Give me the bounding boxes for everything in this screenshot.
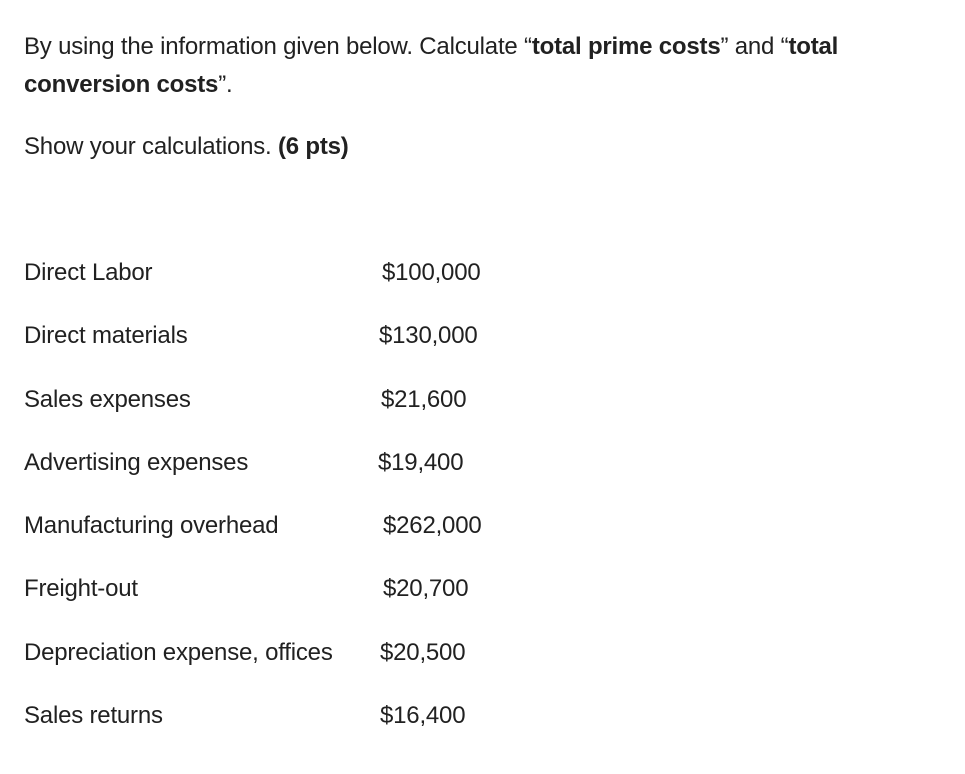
cost-row-depreciation-expense — [24, 621, 544, 684]
cost-row-freight-out — [24, 557, 544, 620]
conversion-costs-term: total conversion costs — [24, 33, 839, 98]
cost-label: Direct materials — [24, 322, 188, 350]
question-text — [24, 28, 924, 104]
cost-amount: $100,000 — [382, 259, 481, 286]
cost-amount: $20,700 — [383, 575, 469, 603]
cost-label: Manufacturing overhead — [24, 512, 279, 540]
prime-costs-term: total prime costs — [531, 33, 721, 60]
cost-label: Freight-out — [24, 575, 138, 603]
cost-label: Sales expenses — [24, 385, 191, 413]
cost-label: Depreciation expense, offices — [24, 638, 333, 666]
cost-amount: $262,000 — [383, 512, 482, 540]
cost-label: Sales returns — [24, 702, 163, 730]
cost-row-advertising-expenses — [24, 431, 544, 494]
cost-amount: $21,600 — [381, 385, 467, 413]
cost-amount: $16,400 — [380, 702, 466, 730]
instruction-text — [24, 128, 349, 166]
question-part-3: ”. — [218, 71, 233, 98]
cost-amount: $130,000 — [379, 322, 478, 350]
question-part-1: By using the information given below. Calculate “ — [24, 33, 532, 60]
cost-label: Advertising expenses — [24, 448, 249, 476]
cost-row-direct-materials — [24, 304, 544, 367]
cost-row-sales-returns — [24, 684, 544, 747]
instruction-body: Show your calculations. — [24, 133, 278, 160]
cost-amount: $20,500 — [380, 638, 466, 666]
cost-row-manufacturing-overhead — [24, 494, 544, 557]
cost-row-sales-expenses — [24, 368, 544, 431]
question-part-2: ” and “ — [720, 33, 789, 60]
cost-table — [24, 241, 544, 747]
cost-amount: $19,400 — [378, 448, 464, 476]
points-label: (6 pts) — [278, 133, 349, 160]
cost-label: Direct Labor — [24, 259, 153, 286]
cost-row-direct-labor — [24, 241, 544, 304]
